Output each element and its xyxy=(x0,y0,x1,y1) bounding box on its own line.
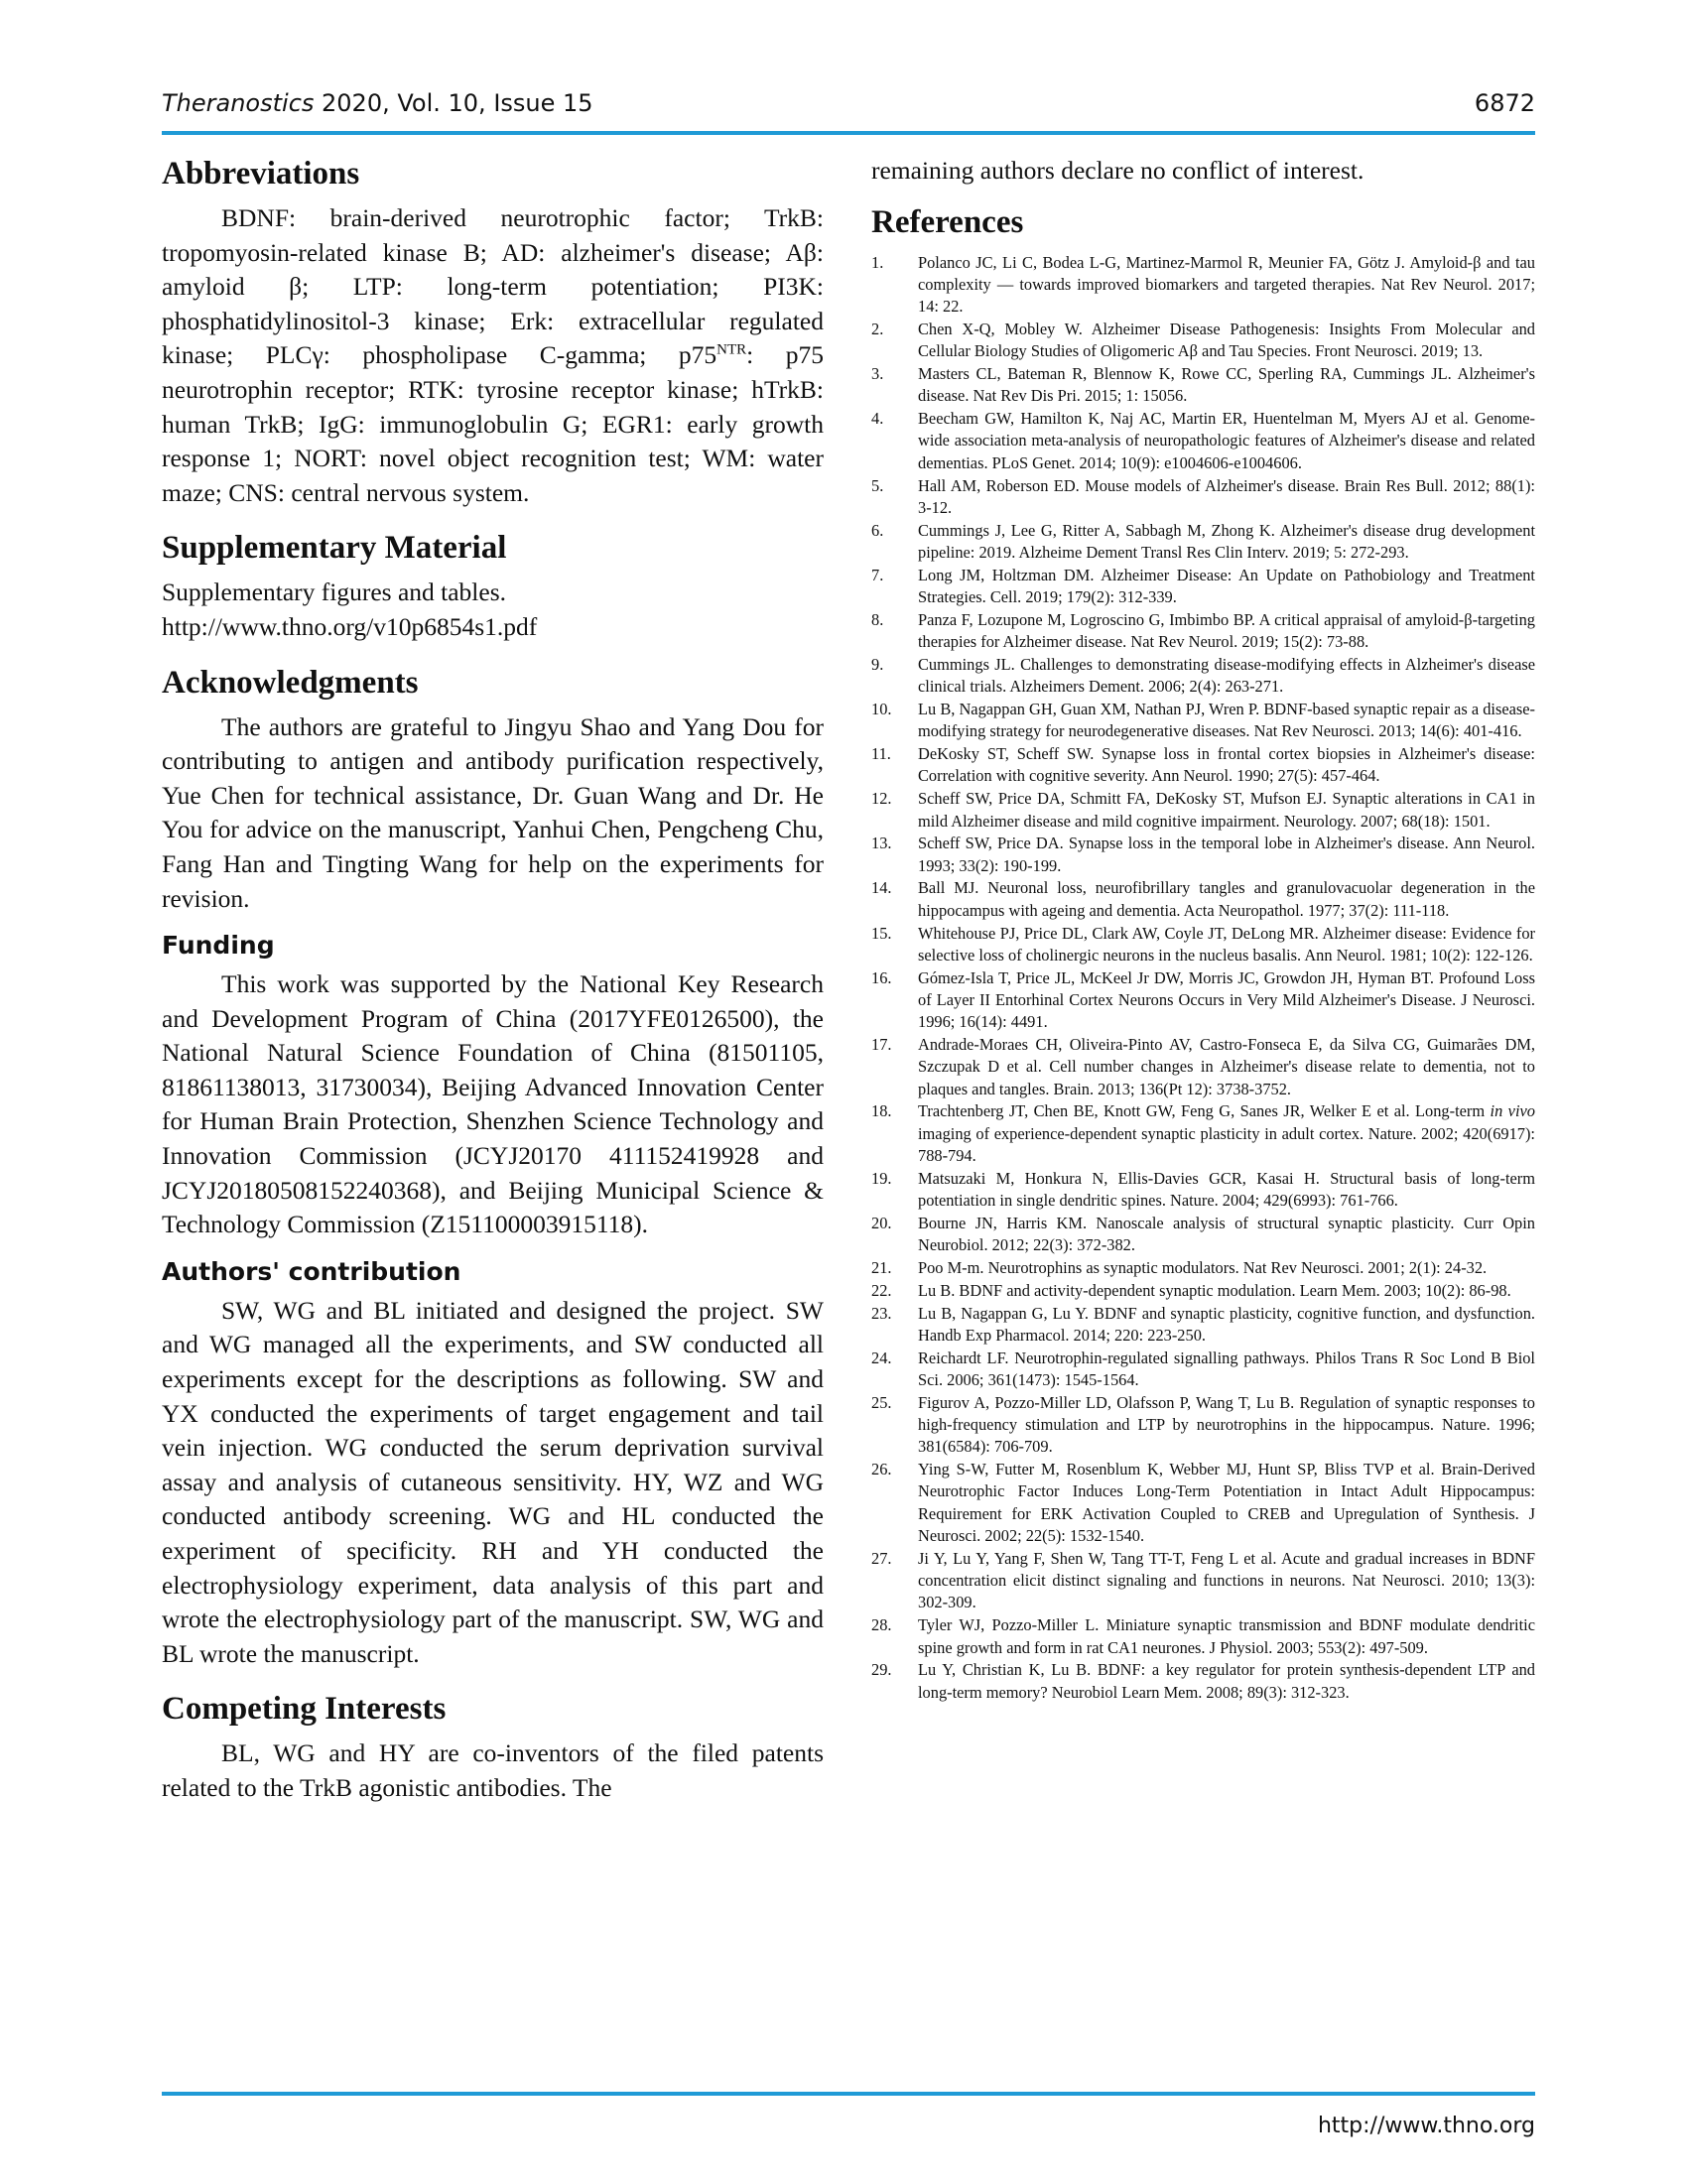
reference-number: 20. xyxy=(871,1213,892,1232)
reference-number: 23. xyxy=(871,1303,892,1323)
abbreviations-text-part2: : p75 neurotrophin receptor; RTK: tyrosine receptor kinase; hTrkB: human TrkB; IgG: immunoglobulin G; EGR1: early growth response 1; NORT: novel object recognition test; WM: water maze; CNS: central nervous system. xyxy=(162,340,824,507)
reference-item xyxy=(871,1659,1535,1704)
reference-number: 27. xyxy=(871,1548,892,1568)
reference-item xyxy=(871,743,1535,788)
contribution-heading: Authors' contribution xyxy=(162,1256,461,1286)
reference-text: Scheff SW, Price DA. Synapse loss in the temporal lobe in Alzheimer's disease. Ann Neurol. 1993; 33(2): 190-199. xyxy=(918,834,1535,875)
funding-text: This work was supported by the National Key Research and Development Program of China (2017YFE0126500), the National Natural Science Foundation of China (81501105, 81861138013, 31730034), Beijing Advanced Innovation Center for Human Brain Protection, Shenzhen Science Technology and Innovation Commission (JCYJ20170 411152419928 and JCYJ20180508152240368), and Beijing Municipal Science & Technology Commission (Z151100003915118). xyxy=(162,969,824,1239)
reference-text: Whitehouse PJ, Price DL, Clark AW, Coyle JT, DeLong MR. Alzheimer disease: Evidence for selective loss of cholinergic neurons in the nucleus basalis. Ann Neurol. 1981; 10(2): 122-126. xyxy=(918,923,1535,964)
reference-number: 28. xyxy=(871,1615,892,1635)
reference-number: 13. xyxy=(871,834,892,853)
reference-item xyxy=(871,877,1535,922)
reference-number: 12. xyxy=(871,789,892,809)
reference-item xyxy=(871,699,1535,743)
reference-item xyxy=(871,363,1535,408)
reference-number: 26. xyxy=(871,1460,892,1479)
reference-item xyxy=(871,1168,1535,1213)
left-column xyxy=(162,154,824,1824)
reference-text: Cummings JL. Challenges to demonstrating disease-modifying effects in Alzheimer's disease clinical trials. Alzheimers Dement. 2006; 2(4): 263-271. xyxy=(918,654,1535,697)
reference-number: 9. xyxy=(871,654,884,674)
reference-text: Figurov A, Pozzo-Miller LD, Olafsson P, Wang T, Lu B. Regulation of synaptic responses to high-frequency stimulation and LTP by neurotrophins in the hippocampus. Nature. 1996; 381(6584): 706-709. xyxy=(918,1392,1535,1457)
reference-item xyxy=(871,1303,1535,1348)
reference-text: Long JM, Holtzman DM. Alzheimer Disease: An Update on Pathobiology and Treatment Strategies. Cell. 2019; 179(2): 312-339. xyxy=(918,565,1535,607)
abbreviations-sup: NTR xyxy=(716,341,747,358)
reference-number: 3. xyxy=(871,364,884,384)
reference-item xyxy=(871,408,1535,474)
reference-item xyxy=(871,1459,1535,1547)
abbreviations-section xyxy=(162,154,824,510)
reference-text: Scheff SW, Price DA, Schmitt FA, DeKosky ST, Mufson EJ. Synaptic alterations in CA1 in mild Alzheimer disease and mild cognitive impairment. Neurology. 2007; 68(18): 1501. xyxy=(918,789,1535,831)
reference-number: 22. xyxy=(871,1280,892,1300)
reference-text: Beecham GW, Hamilton K, Naj AC, Martin ER, Huentelman M, Myers AJ et al. Genome-wide association meta-analysis of neuropathologic features of Alzheimer's disease and related dementias. PLoS Genet. 2014; 10(9): e1004606-e1004606. xyxy=(918,409,1535,472)
reference-item xyxy=(871,565,1535,609)
reference-item xyxy=(871,1348,1535,1392)
journal-name: Theranostics xyxy=(162,89,315,117)
footer-url[interactable]: http://www.thno.org xyxy=(1317,2114,1535,2138)
reference-number: 24. xyxy=(871,1348,892,1367)
reference-item xyxy=(871,1548,1535,1614)
competing-section xyxy=(162,1689,824,1805)
reference-text: Chen X-Q, Mobley W. Alzheimer Disease Pathogenesis: Insights From Molecular and Cellular Biology Studies of Oligomeric Aβ and Tau Species. Front Neurosci. 2019; 13. xyxy=(918,319,1535,361)
abbreviations-text xyxy=(162,201,824,510)
reference-text: DeKosky ST, Scheff SW. Synapse loss in frontal cortex biopsies in Alzheimer's disease: Correlation with cognitive severity. Ann Neurol. 1990; 27(5): 457-464. xyxy=(918,744,1535,786)
supplementary-section xyxy=(162,528,824,644)
journal-citation xyxy=(162,89,593,117)
reference-text: Ball MJ. Neuronal loss, neurofibrillary tangles and granulovacuolar degeneration in the hippocampus with ageing and dementia. Acta Neuropathol. 1977; 37(2): 111-118. xyxy=(918,878,1535,920)
reference-italic: in vivo xyxy=(1490,1101,1535,1121)
reference-item xyxy=(871,654,1535,699)
reference-item xyxy=(871,520,1535,565)
reference-text: Lu B, Nagappan GH, Guan XM, Nathan PJ, Wren P. BDNF-based synaptic repair as a disease-modifying strategy for neurodegenerative diseases. Nat Rev Neurosci. 2013; 14(6): 401-416. xyxy=(918,700,1535,741)
reference-item xyxy=(871,475,1535,520)
page-number: 6872 xyxy=(1474,89,1535,117)
supplementary-description: Supplementary figures and tables. xyxy=(162,578,506,607)
reference-number: 6. xyxy=(871,520,884,540)
funding-heading: Funding xyxy=(162,931,275,961)
reference-item xyxy=(871,788,1535,833)
reference-text: Tyler WJ, Pozzo-Miller L. Miniature synaptic transmission and BDNF modulate dendritic spine growth and form in rat CA1 neurones. J Physiol. 2003; 553(2): 497-509. xyxy=(918,1615,1535,1657)
reference-number: 19. xyxy=(871,1168,892,1188)
reference-text-part: imaging of experience-dependent synaptic plasticity in adult cortex. Nature. 2002; 420(6917): 788-794. xyxy=(918,1123,1535,1165)
competing-heading: Competing Interests xyxy=(162,1691,447,1728)
reference-text: Masters CL, Bateman R, Blennow K, Rowe CC, Sperling RA, Cummings JL. Alzheimer's disease. Nat Rev Dis Pri. 2015; 1: 15056. xyxy=(918,364,1535,406)
competing-text: BL, WG and HY are co-inventors of the filed patents related to the TrkB agonistic antibodies. The xyxy=(162,1738,824,1802)
footer-rule xyxy=(162,2092,1535,2096)
reference-text: Lu Y, Christian K, Lu B. BDNF: a key regulator for protein synthesis-dependent LTP and long-term memory? Neurobiol Learn Mem. 2008; 89(3): 312-323. xyxy=(918,1660,1535,1702)
reference-item xyxy=(871,319,1535,363)
reference-item xyxy=(871,923,1535,967)
reference-text: Andrade-Moraes CH, Oliveira-Pinto AV, Castro-Fonseca E, da Silva CG, Guimarães DM, Szczupak D et al. Cell number changes in Alzheimer's disease relate to dementia, not to plaques and tangles. Brain. 2013; 136(Pt 12): 3738-3752. xyxy=(918,1034,1535,1098)
acknowledgments-text: The authors are grateful to Jingyu Shao and Yang Dou for contributing to antigen and antibody purification respectively, Yue Chen for technical assistance, Dr. Guan Wang and Dr. He You for advice on the manuscript, Yanhui Chen, Pengcheng Chu, Fang Han and Tingting Wang for help on the experiments for revision. xyxy=(162,711,824,913)
reference-text: Gómez-Isla T, Price JL, McKeel Jr DW, Morris JC, Growdon JH, Hyman BT. Profound Loss of Layer II Entorhinal Cortex Neurons Occurs in Very Mild Alzheimer's Disease. J Neurosci. 1996; 16(14): 4491. xyxy=(918,967,1535,1032)
contribution-text: SW, WG and BL initiated and designed the project. SW and WG managed all the experiments, and SW conducted all experiments except for the descriptions as following. SW and YX conducted the experiments of target engagement and tail vein injection. WG conducted the serum deprivation survival assay and analysis of cutaneous sensitivity. HY, WZ and WG conducted antibody screening. WG and HL conducted the experiment of specificity. RH and YH conducted the electrophysiology experiment, data analysis of this part and wrote the electrophysiology part of the manuscript. SW, WG and BL wrote the manuscript. xyxy=(162,1295,824,1668)
reference-item xyxy=(871,1392,1535,1459)
reference-text: Ying S-W, Futter M, Rosenblum K, Webber MJ, Hunt SP, Bliss TVP et al. Brain-Derived Neurotrophic Factor Induces Long-Term Potentiation in Intact Adult Hippocampus: Requirement for ERK Activation Coupled to CREB and Upregulation of Synthesis. J Neurosci. 2002; 22(5): 1532-1540. xyxy=(918,1460,1535,1546)
reference-text: Lu B, Nagappan G, Lu Y. BDNF and synaptic plasticity, cognitive function, and dysfunction. Handb Exp Pharmacol. 2014; 220: 223-250. xyxy=(918,1303,1535,1345)
abbreviations-text-part1: BDNF: brain-derived neurotrophic factor; TrkB: tropomyosin-related kinase B; AD: alzheimer's disease; Aβ: amyloid β; LTP: long-term potentiation; PI3K: phosphatidylinositol-3 kinase; Erk: extracellular regulated kinase; PLCγ: phospholipase C-gamma; p75 xyxy=(162,203,824,370)
reference-number: 5. xyxy=(871,475,884,495)
reference-number: 1. xyxy=(871,252,884,272)
reference-number: 18. xyxy=(871,1101,892,1121)
reference-number: 17. xyxy=(871,1034,892,1054)
reference-text: Lu B. BDNF and activity-dependent synaptic modulation. Learn Mem. 2003; 10(2): 86-98. xyxy=(918,1280,1511,1300)
reference-item xyxy=(871,609,1535,654)
reference-number: 25. xyxy=(871,1392,892,1412)
reference-item xyxy=(871,252,1535,319)
references-heading: References xyxy=(871,203,1024,240)
competing-continuation: remaining authors declare no conflict of interest. xyxy=(871,156,1364,185)
header-rule xyxy=(162,131,1535,135)
right-column xyxy=(871,154,1535,1704)
reference-item xyxy=(871,1280,1535,1302)
reference-text xyxy=(918,1101,1535,1165)
abbreviations-heading: Abbreviations xyxy=(162,156,360,192)
reference-number: 10. xyxy=(871,700,892,719)
reference-item xyxy=(871,1100,1535,1167)
acknowledgments-heading: Acknowledgments xyxy=(162,664,419,701)
reference-text-part: Trachtenberg JT, Chen BE, Knott GW, Feng G, Sanes JR, Welker E et al. Long-term xyxy=(918,1101,1491,1121)
page-header xyxy=(162,89,1535,129)
reference-text: Panza F, Lozupone M, Logroscino G, Imbimbo BP. A critical appraisal of amyloid-β-targeting therapies for Alzheimer disease. Nat Rev Neurol. 2019; 15(2): 73-88. xyxy=(918,609,1535,652)
reference-number: 7. xyxy=(871,565,884,584)
reference-number: 2. xyxy=(871,319,884,338)
supplementary-link[interactable]: http://www.thno.org/v10p6854s1.pdf xyxy=(162,611,538,641)
reference-number: 4. xyxy=(871,409,884,429)
reference-item xyxy=(871,967,1535,1034)
reference-item xyxy=(871,1213,1535,1257)
reference-number: 21. xyxy=(871,1257,892,1277)
reference-number: 15. xyxy=(871,923,892,943)
reference-text: Cummings J, Lee G, Ritter A, Sabbagh M, Zhong K. Alzheimer's disease drug development pipeline: 2019. Alzheime Dement Transl Res Clin Interv. 2019; 5: 272-293. xyxy=(918,520,1535,562)
reference-number: 14. xyxy=(871,878,892,898)
acknowledgments-section xyxy=(162,663,824,1672)
reference-text: Polanco JC, Li C, Bodea L-G, Martinez-Marmol R, Meunier FA, Götz J. Amyloid-β and tau complexity — towards improved biomarkers and targeted therapies. Nat Rev Neurol. 2017; 14: 22. xyxy=(918,252,1535,317)
reference-number: 8. xyxy=(871,609,884,629)
reference-text: Hall AM, Roberson ED. Mouse models of Alzheimer's disease. Brain Res Bull. 2012; 88(1): 3-12. xyxy=(918,475,1535,517)
reference-item xyxy=(871,1257,1535,1279)
reference-number: 11. xyxy=(871,744,891,764)
reference-item xyxy=(871,1614,1535,1659)
reference-item xyxy=(871,833,1535,877)
reference-number: 16. xyxy=(871,967,892,987)
reference-text: Matsuzaki M, Honkura N, Ellis-Davies GCR, Kasai H. Structural basis of long-term potentiation in single dendritic spines. Nature. 2004; 429(6993): 761-766. xyxy=(918,1168,1535,1211)
reference-text: Ji Y, Lu Y, Yang F, Shen W, Tang TT-T, Feng L et al. Acute and gradual increases in BDNF concentration elicit distinct signaling and functions in neurons. Nat Neurosci. 2010; 13(3): 302-309. xyxy=(918,1548,1535,1612)
supplementary-heading: Supplementary Material xyxy=(162,530,507,567)
reference-list xyxy=(871,252,1535,1704)
reference-item xyxy=(871,1034,1535,1100)
reference-text: Reichardt LF. Neurotrophin-regulated signalling pathways. Philos Trans R Soc Lond B Biol Sci. 2006; 361(1473): 1545-1564. xyxy=(918,1348,1535,1389)
reference-text: Poo M-m. Neurotrophins as synaptic modulators. Nat Rev Neurosci. 2001; 2(1): 24-32. xyxy=(918,1257,1488,1277)
journal-volume: 2020, Vol. 10, Issue 15 xyxy=(314,89,593,117)
reference-number: 29. xyxy=(871,1660,892,1680)
reference-text: Bourne JN, Harris KM. Nanoscale analysis of structural synaptic plasticity. Curr Opin Neurobiol. 2012; 22(3): 372-382. xyxy=(918,1213,1535,1255)
